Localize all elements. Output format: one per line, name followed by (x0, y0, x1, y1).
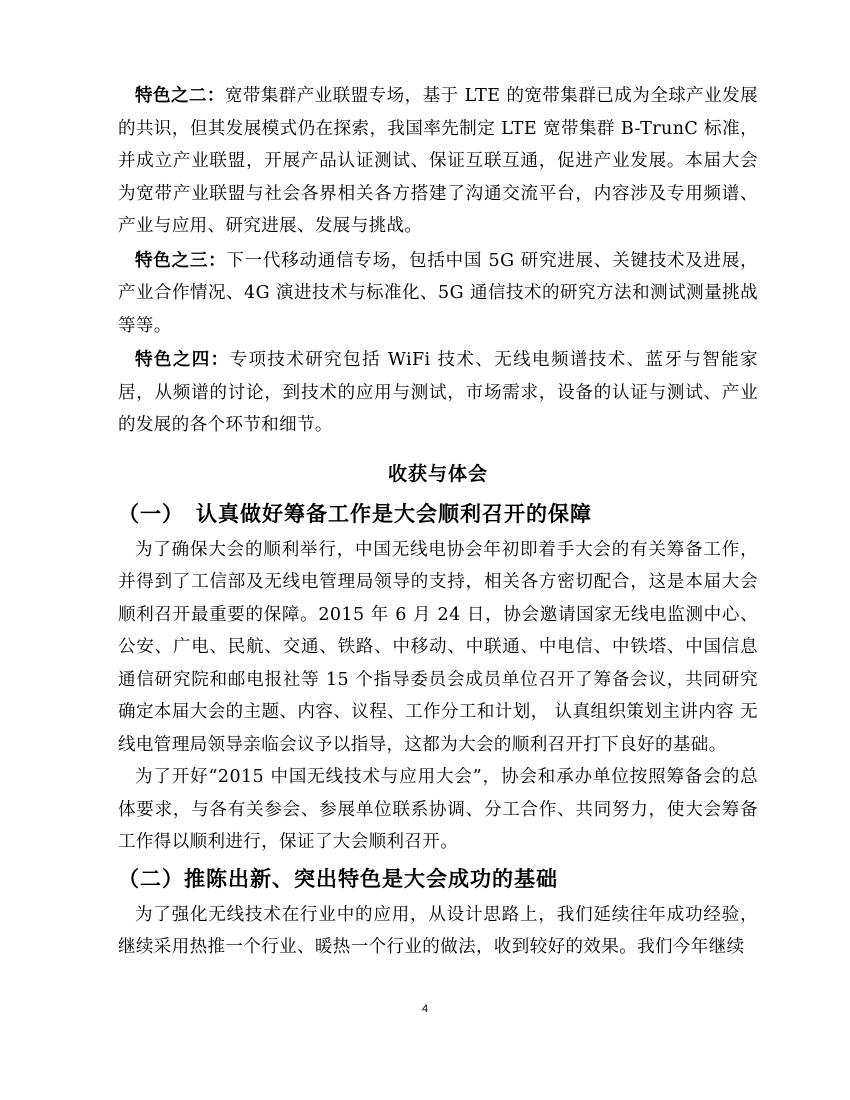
feature-text: 专项技术研究包括 WiFi 技术、无线电频谱技术、蓝牙与智能家居，从频谱的讨论，到技术的应用与测试，市场需求，设备的认证与测试、产业的发展的各个环节和细节。 (118, 350, 758, 435)
body-paragraph: 为了开好“2015 中国无线技术与应用大会”，协会和承办单位按照筹备会的总体要求，与各有关参会、参展单位联系协调、分工合作、共同努力，使大会筹备工作得以顺利进行，保证了大会顺利召开。 (118, 767, 758, 852)
page-content (118, 80, 758, 964)
subsection-heading-1 (118, 494, 758, 534)
subsection-heading-text: 认真做好筹备工作是大会顺利召开的保障 (196, 500, 592, 526)
page-number: 4 (421, 1003, 429, 1015)
subsection-heading-2: （二）推陈出新、突出特色是大会成功的基础 (118, 865, 558, 891)
feature-lead: 特色之四： (135, 350, 230, 370)
feature-text: 宽带集群产业联盟专场，基于 LTE 的宽带集群已成为全球产业发展的共识，但其发展模式仍在探索，我国率先制定 LTE 宽带集群 B-TrunC 标准，并成立产业联盟，开展产品认证测试、保证互联互通，促进产业发展。本届大会为宽带产业联盟与社会各界相关各方搭建了沟通交流平台，内容涉及专用频谱、产业与应用、研究进展、发展与挑战。 (118, 86, 758, 236)
feature-paragraph-2 (118, 80, 758, 243)
feature-paragraph-3 (118, 245, 758, 343)
feature-paragraph-4 (118, 344, 758, 442)
feature-text: 下一代移动通信专场，包括中国 5G 研究进展、关键技术及进展，产业合作情况、4G 演进技术与标准化、5G 通信技术的研究方法和测试测量挑战等等。 (118, 250, 758, 336)
body-paragraph: 为了强化无线技术在行业中的应用，从设计思路上，我们延续往年成功经验，继续采用热推一个行业、暖热一个行业的做法，收到较好的效果。我们今年继续 (118, 904, 758, 957)
feature-lead: 特色之三： (135, 250, 227, 271)
body-paragraph: 为了确保大会的顺利举行，中国无线电协会年初即着手大会的有关筹备工作，并得到了工信部及无线电管理局领导的支持，相关各方密切配合，这是本届大会顺利召开最重要的保障。2015 年 6 月 24 日，协会邀请国家无线电监测中心、公安、广电、民航、交通、铁路、中移动、中联通、中电信、中铁塔、中国信息通信研究院和邮电报社等 15 个指导委员会成员单位召开了筹备会议，共同研究确定本届大会的主题、内容、议程、工作分工和计划， 认真组织策划主讲内容 无线电管理局领导亲临会议予以指导，这都为大会的顺利召开打下良好的基础。 (118, 539, 758, 755)
subsection-number: （一） (118, 500, 184, 526)
section-title: 收获与体会 (387, 462, 488, 485)
feature-lead: 特色之二： (135, 86, 225, 106)
